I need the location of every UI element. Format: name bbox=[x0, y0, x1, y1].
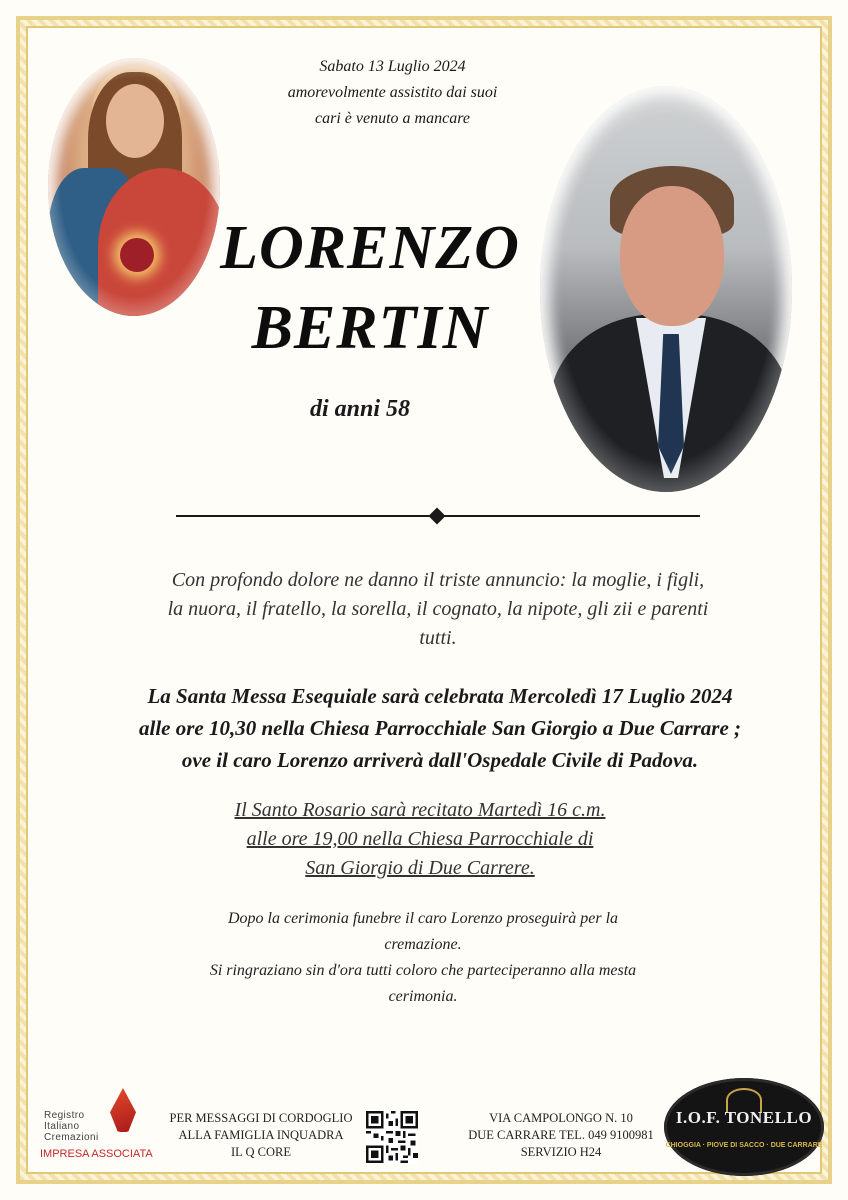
deceased-first-name: LORENZO bbox=[220, 214, 520, 282]
agency-address bbox=[452, 1110, 670, 1161]
announcement-text bbox=[120, 566, 756, 653]
cremation-registry-logo bbox=[40, 1088, 158, 1164]
sacred-heart-image bbox=[48, 58, 220, 316]
address-phone-line: DUE CARRARE TEL. 049 9100981 bbox=[468, 1128, 654, 1142]
qr-code-icon[interactable] bbox=[366, 1110, 418, 1164]
rosary-text bbox=[170, 796, 670, 883]
cremation-line: Si ringraziano sin d'ora tutti coloro che parteciperanno alla mesta bbox=[209, 962, 637, 979]
registry-name bbox=[44, 1110, 99, 1143]
address-line: VIA CAMPOLONGO N. 10 bbox=[489, 1111, 633, 1125]
oval-fade bbox=[48, 58, 220, 316]
rosary-line: San Giorgio di Due Carrere. bbox=[305, 857, 535, 879]
funeral-line: ove il caro Lorenzo arriverà dall'Ospedale Civile di Padova. bbox=[181, 748, 699, 772]
condolence-line: PER MESSAGGI DI CORDOGLIO bbox=[169, 1111, 353, 1125]
flame-icon bbox=[110, 1088, 136, 1132]
intro-line: amorevolmente assistito dai suoi bbox=[287, 84, 498, 101]
cremation-line: cremazione. bbox=[384, 936, 462, 953]
condolence-instructions bbox=[158, 1110, 364, 1161]
intro-line: cari è venuto a mancare bbox=[315, 110, 470, 127]
rosary-line: alle ore 19,00 nella Chiesa Parrocchiale di bbox=[246, 828, 594, 850]
service-hours: SERVIZIO H24 bbox=[520, 1145, 602, 1159]
rosary-line: Il Santo Rosario sarà recitato Martedì 16 c.m. bbox=[234, 799, 606, 821]
cremation-line: Dopo la cerimonia funebre il caro Lorenzo proseguirà per la bbox=[227, 910, 619, 927]
registry-associate-label: IMPRESA ASSOCIATA bbox=[40, 1148, 153, 1160]
deceased-age: di anni 58 bbox=[309, 396, 411, 422]
funeral-line: alle ore 10,30 nella Chiesa Parrocchiale San Giorgio a Due Carrare ; bbox=[138, 716, 742, 740]
agency-locations: CHIOGGIA · PIOVE DI SACCO · DUE CARRARE bbox=[665, 1142, 823, 1149]
registry-line: Cremazioni bbox=[44, 1132, 99, 1143]
registry-line: Italiano bbox=[44, 1121, 80, 1132]
registry-line: Registro bbox=[44, 1110, 85, 1121]
funeral-agency-logo bbox=[664, 1078, 824, 1176]
deceased-portrait bbox=[540, 86, 792, 492]
announcement-line: la nuora, il fratello, la sorella, il cognato, la nipote, gli zii e parenti bbox=[167, 598, 709, 620]
oval-fade bbox=[540, 86, 792, 492]
deceased-last-name: BERTIN bbox=[251, 294, 489, 362]
announcement-line: Con profondo dolore ne danno il triste annuncio: la moglie, i figli, bbox=[171, 569, 705, 591]
intro-text bbox=[250, 54, 535, 132]
condolence-line: IL Q CORE bbox=[231, 1145, 291, 1159]
funeral-mass-text bbox=[84, 680, 796, 776]
cremation-text bbox=[130, 906, 716, 1010]
announcement-line: tutti. bbox=[419, 627, 457, 649]
death-date: Sabato 13 Luglio 2024 bbox=[319, 58, 466, 75]
funeral-line: La Santa Messa Esequiale sarà celebrata Mercoledì 17 Luglio 2024 bbox=[147, 684, 733, 708]
condolence-line: ALLA FAMIGLIA INQUADRA bbox=[178, 1128, 344, 1142]
agency-name: I.O.F. TONELLO bbox=[675, 1108, 813, 1127]
cremation-line: cerimonia. bbox=[388, 988, 458, 1005]
